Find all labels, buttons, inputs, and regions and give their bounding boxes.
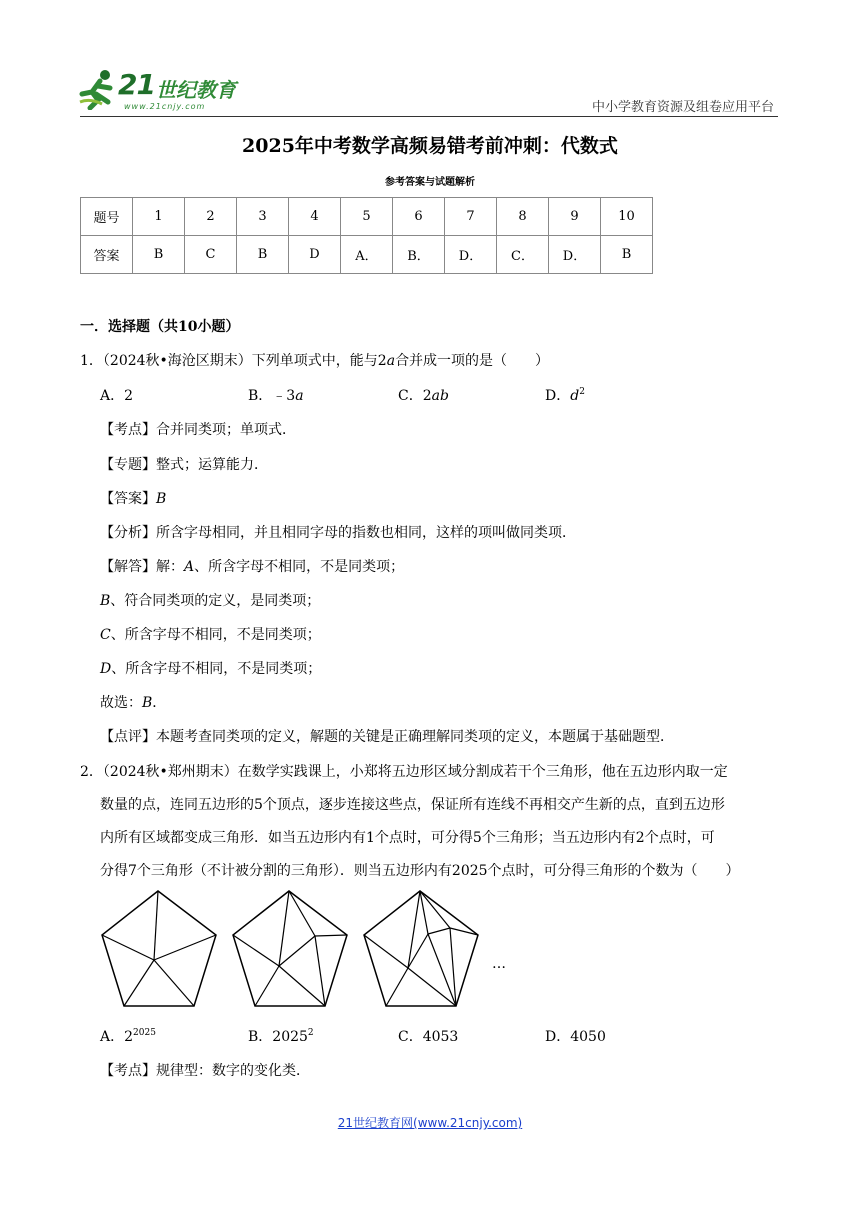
table-cell: D [289, 236, 341, 274]
logo-number: 21 [118, 68, 155, 101]
page-subtitle: 参考答案与试题解析 [385, 177, 475, 188]
q1-option-d [545, 385, 585, 405]
q1-solution [100, 556, 404, 576]
figure-ellipsis: … [492, 956, 506, 972]
table-cell: 6 [393, 198, 445, 236]
table-cell: B． [393, 236, 445, 274]
q1-c-var: C [100, 627, 111, 643]
q1-choice-post: ． [152, 695, 167, 711]
q1-choice-pre: 故选： [100, 695, 142, 711]
q2-stem-line1: 2．（2024秋•郑州期末）在数学实践课上，小郑将五边形区域分割成若干个三角形，他在五边形内取一定 [80, 764, 728, 780]
q1-analysis: 【分析】所含字母相同，并且相同字母的指数也相同，这样的项叫做同类项． [100, 525, 576, 541]
q2-stem-line3: 内所有区域都变成三角形．如当五边形内有1个点时，可分得5个三角形；当五边形内有2个点时，可 [100, 830, 715, 846]
q1-opt-b-var: a [295, 388, 304, 404]
q2-kaodian: 【考点】规律型：数字的变化类． [100, 1063, 310, 1079]
q1-kaodian: 【考点】合并同类项；单项式． [100, 422, 296, 438]
pentagon-figure-3 [362, 888, 482, 1010]
q1-opt-d-var: d [570, 388, 580, 404]
answer-table [80, 197, 653, 274]
q2-option-d: D．4050 [545, 1029, 606, 1045]
table-cell: 3 [237, 198, 289, 236]
table-row [81, 236, 653, 274]
q1-b-text: 、符合同类项的定义，是同类项； [110, 593, 321, 609]
q1-answer-value: B [156, 491, 167, 507]
table-cell: 10 [601, 198, 653, 236]
table-cell: 2 [185, 198, 237, 236]
table-cell: B [133, 236, 185, 274]
q1-stem-post: 合并成一项的是（ ） [395, 353, 550, 369]
q1-stem-var: a [386, 353, 396, 369]
table-cell: 7 [445, 198, 497, 236]
table-row [81, 198, 653, 236]
q1-option-c [398, 385, 449, 405]
q1-c-text: 、所含字母不相同，不是同类项； [110, 627, 321, 643]
q1-opt-d-exp: 2 [579, 387, 585, 397]
pentagon-figure-1 [100, 888, 220, 1010]
page-title: 2025年中考数学高频易错考前冲刺：代数式 [242, 135, 618, 157]
table-cell: B [601, 236, 653, 274]
q2-opt-b-base: B．2025 [248, 1029, 308, 1045]
table-cell: 9 [549, 198, 601, 236]
q1-option-a: A．2 [100, 388, 134, 404]
table-header-cell: 答案 [81, 236, 133, 274]
q1-solution-c [100, 624, 321, 644]
q1-opt-b-pre: B．﹣3 [248, 388, 296, 404]
platform-name: 中小学教育资源及组卷应用平台 [591, 100, 774, 115]
runner-icon [78, 68, 118, 110]
q1-comment: 【点评】本题考查同类项的定义，解题的关键是正确理解同类项的定义，本题属于基础题型． [100, 729, 674, 745]
table-cell: C [185, 236, 237, 274]
q1-answer-label: 【答案】 [100, 491, 156, 507]
q2-option-a [100, 1026, 156, 1046]
pentagon-figure-2 [231, 888, 351, 1010]
table-cell: D． [549, 236, 601, 274]
table-cell: 1 [133, 198, 185, 236]
q1-d-var: D [100, 661, 112, 677]
q1-stem-pre: 1．（2024秋•海沧区期末）下列单项式中，能与2 [80, 353, 387, 369]
section-title: 一．选择题（共10小题） [80, 319, 240, 335]
q1-stem [80, 350, 549, 370]
q2-opt-a-exp: 2025 [133, 1028, 156, 1038]
table-header-cell: 题号 [81, 198, 133, 236]
q2-option-b [248, 1026, 314, 1046]
q2-opt-b-exp: 2 [307, 1028, 314, 1038]
table-cell: C． [497, 236, 549, 274]
q2-option-c: C．4053 [398, 1029, 459, 1045]
q1-opt-d-pre: D． [545, 388, 571, 404]
q2-stem-line4: 分得7个三角形（不计被分割的三角形）．则当五边形内有2025个点时，可分得三角形的个数为（ ） [100, 863, 740, 879]
table-cell: 8 [497, 198, 549, 236]
table-cell: A． [341, 236, 393, 274]
table-cell: 5 [341, 198, 393, 236]
table-cell: D． [445, 236, 497, 274]
table-cell: 4 [289, 198, 341, 236]
q2-stem-line2: 数量的点，连同五边形的5个顶点，逐步连接这些点，保证所有连线不再相交产生新的点，直到五边形 [100, 797, 725, 813]
q1-solution-b [100, 590, 320, 610]
table-cell: B [237, 236, 289, 274]
footer-link[interactable]: 21世纪教育网(www.21cnjy.com) [337, 1116, 523, 1130]
q1-choice [100, 692, 166, 712]
q1-opt-c-pre: C．2 [398, 388, 432, 404]
q1-solution-post: 、所含字母不相同，不是同类项； [194, 559, 405, 575]
q1-answer [100, 488, 166, 508]
q1-zhuanti: 【专题】整式；运算能力． [100, 457, 268, 473]
q1-option-b [248, 385, 304, 405]
q2-opt-a-base: A．2 [100, 1029, 134, 1045]
q1-b-var: B [100, 593, 111, 609]
logo-text: 世纪教育 [156, 78, 236, 102]
q1-opt-c-var: ab [431, 388, 449, 404]
header-divider [80, 116, 778, 117]
q1-solution-pre: 【解答】解： [100, 559, 184, 575]
q1-d-text: 、所含字母不相同，不是同类项； [111, 661, 322, 677]
logo-url: www.21cnjy.com [124, 102, 206, 111]
q1-choice-var: B [142, 695, 153, 711]
q1-solution-d [100, 658, 321, 678]
logo [78, 66, 258, 116]
q1-solution-var: A [184, 559, 195, 575]
